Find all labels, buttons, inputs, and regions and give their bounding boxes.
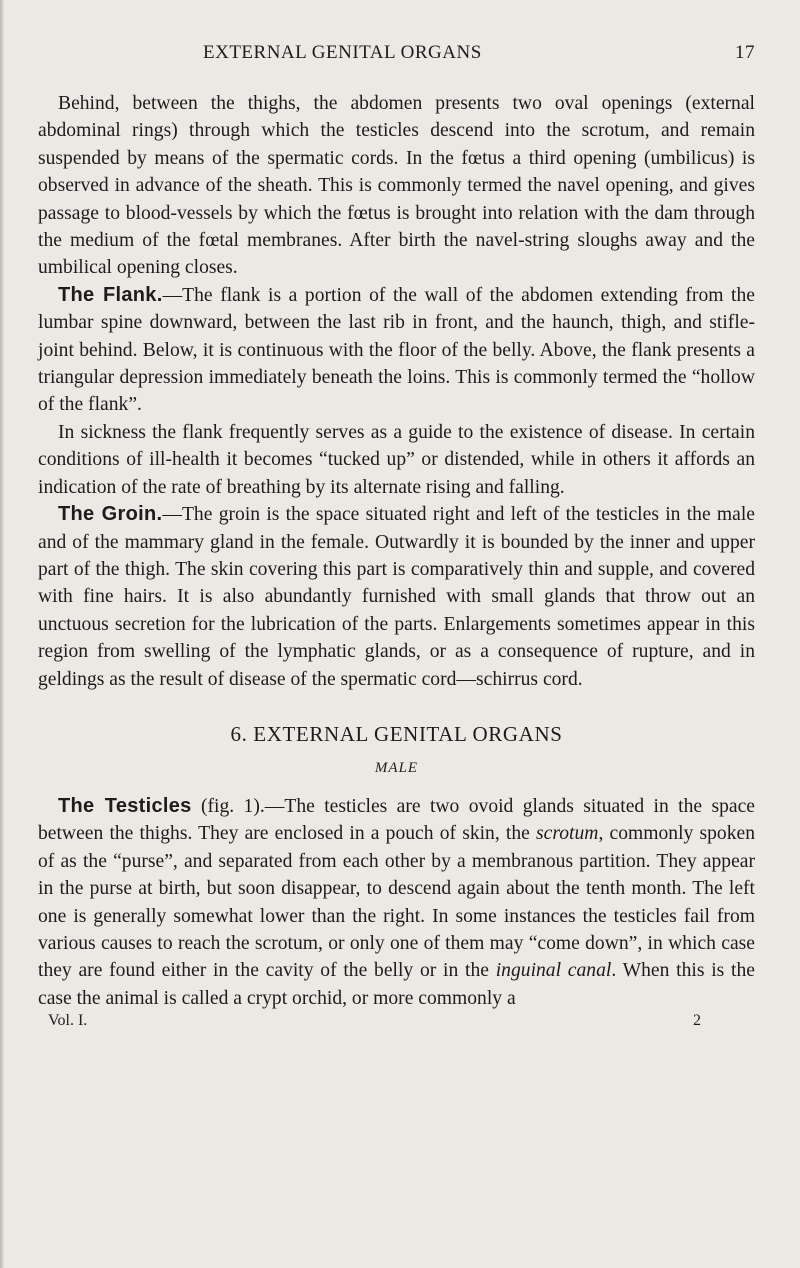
flank-text: —The flank is a portion of the wall of the abdomen extending from the lumbar spine downward, between the last rib in front, and the haunch, thigh, and stifle-joint behind. Below, it is continuous with the floor of the belly. Above, the flank presents a triangular depression immediately beneath the loins. This is commonly termed the “hollow of the flank”. xyxy=(38,284,755,416)
volume-label: Vol. I. xyxy=(48,1012,88,1030)
paragraph-flank-sickness: In sickness the flank frequently serves as a guide to the existence of disease. In certain conditions of ill-health it becomes “tucked up” or distended, while in others it affords an indication of the rate of breathing by its alternate rising and falling. xyxy=(38,421,755,498)
groin-text: —The groin is the space situated right and left of the testicles in the male and of the mammary gland in the female. Outwardly it is bounded by the inner and upper part of the thigh. The skin covering this part is comparatively thin and supple, and covered with fine hairs. It is also abundantly furnished with small glands that throw out an unctuous secretion for the lubrication of the parts. Enlargements sometimes appear in this region from swelling of the lymphatic glands, or as a consequence of rupture, and in geldings as the result of disease of the spermatic cord—schirrus cord. xyxy=(38,504,755,690)
section-subheading: MALE xyxy=(374,759,419,776)
book-page xyxy=(38,0,755,1034)
term-inguinal-canal: inguinal canal xyxy=(495,960,612,982)
page-edge-shadow xyxy=(0,0,4,1268)
running-head xyxy=(38,42,755,70)
paragraph-groin xyxy=(38,501,755,693)
testicles-text-3: . When this is the case the animal is called a crypt orchid, or more commonly a xyxy=(38,960,755,1009)
paragraph-abdominal-openings: Behind, between the thighs, the abdomen presents two oval openings (external abdominal rings) through which the testicles descend into the scrotum, and remain suspended by means of the spermatic cords. In the fœtus a third opening (umbilicus) is observed in advance of the sheath. This is commonly termed the navel opening, and gives passage to blood-vessels by which the fœtus is brought into relation with the dam through the medium of the fœtal membranes. After birth the navel-string sloughs away and the umbilical opening closes. xyxy=(38,93,755,279)
testicles-heading: The Testicles xyxy=(58,794,192,817)
page-number: 17 xyxy=(735,42,755,63)
groin-heading: The Groin. xyxy=(58,503,163,526)
paragraph-flank xyxy=(38,282,755,419)
signature-mark: 2 xyxy=(693,1012,701,1030)
paragraph-testicles xyxy=(38,793,755,1012)
section-heading: 6. EXTERNAL GENITAL ORGANS xyxy=(230,721,563,746)
term-scrotum: scrotum xyxy=(536,823,599,845)
running-head-title: EXTERNAL GENITAL ORGANS xyxy=(203,42,482,63)
testicles-text-2: , commonly spoken of as the “purse”, and separated from each other by a membranous partition. They appear in the purse at birth, but soon disappear, to descend again about the tenth month. The left one is generally somewhat lower than the right. In some instances the testicles fail from various causes to reach the scrotum, or only one of them may “come down”, in which case they are found either in the cavity of the belly or in the xyxy=(38,823,756,982)
figure-reference: (fig. 1). xyxy=(191,795,265,817)
flank-heading: The Flank. xyxy=(58,283,163,306)
testicles-text-1: —The testicles are two ovoid glands situated in the space between the thighs. They are enclosed in a pouch of skin, the xyxy=(38,795,755,845)
page-footer xyxy=(38,1012,755,1034)
